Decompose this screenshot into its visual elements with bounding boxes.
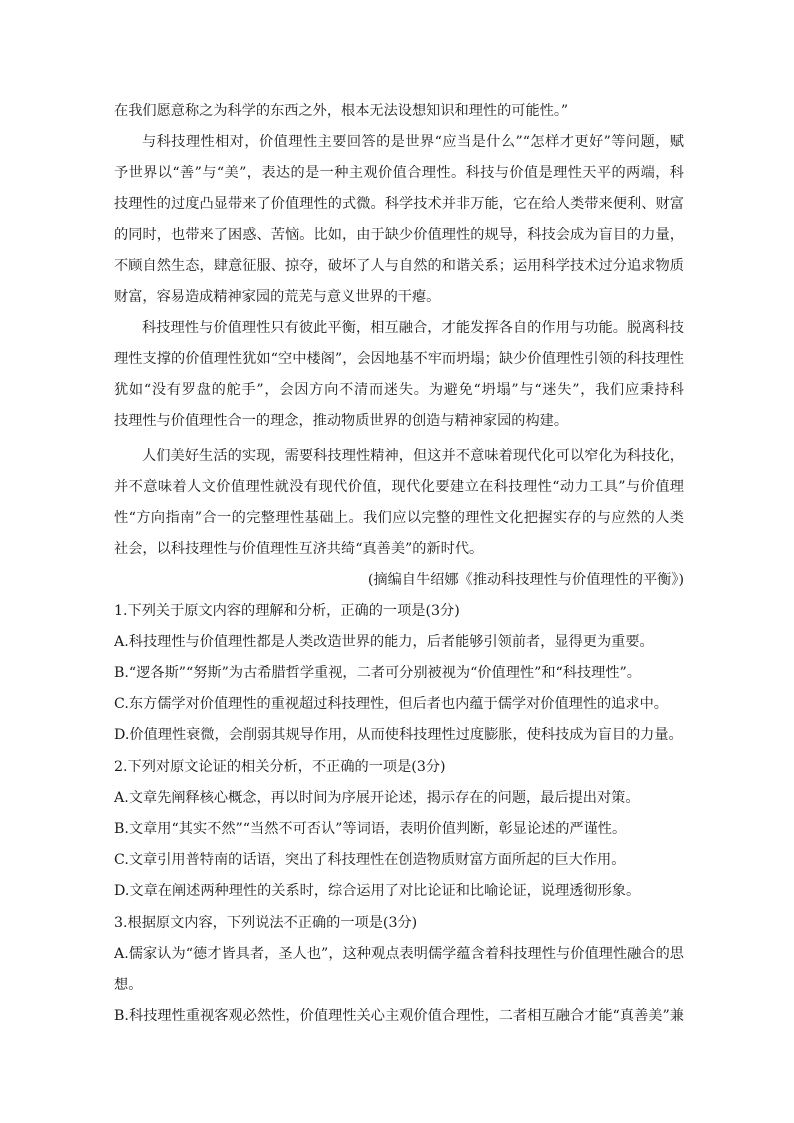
question-2-stem: 2.下列对原文论证的相关分析，不正确的一项是(3分) <box>114 759 446 775</box>
passage-line: 性“方向指南”合一的完整理性基础上。我们应以完整的理性文化把握实存的与应然的人类 <box>114 510 684 526</box>
passage-line: 人们美好生活的实现，需要科技理性精神，但这并不意味着现代化可以窄化为科技化， <box>142 448 684 464</box>
passage-line: 不顾自然生态，肆意征服、掠夺，破坏了人与自然的和谐关系；运用科学技术过分追求物质 <box>114 258 684 274</box>
question-2-option-b: B.文章用“其实不然”“当然不可否认”等词语，表明价值判断，彰显论述的严谨性。 <box>114 821 627 837</box>
question-1-option-d: D.价值理性衰微，会削弱其规导作用，从而使科技理性过度膨胀，使科技成为盲目的力量。 <box>114 727 683 743</box>
passage-line: 与科技理性相对，价值理性主要回答的是世界“应当是什么”“怎样才更好”等问题，赋 <box>142 134 684 150</box>
question-3-option-a-continued: 想。 <box>114 977 143 993</box>
question-1-option-b: B.“逻各斯”“努斯”为古希腊哲学重视，二者可分别被视为“价值理性”和“科技理性”。 <box>114 665 641 681</box>
question-2-option-a: A.文章先阐释核心概念，再以时间为序展开论述，揭示存在的问题，最后提出对策。 <box>114 790 640 806</box>
question-3-option-b: B.科技理性重视客观必然性，价值理性关心主观价值合理性，二者相互融合才能“真善美”兼 <box>114 1008 684 1024</box>
passage-line: 并不意味着人文价值理性就没有现代价值，现代化要建立在科技理性“动力工具”与价值理 <box>114 479 684 495</box>
question-2-option-d: D.文章在阐述两种理性的关系时，综合运用了对比论证和比喻论证，说理透彻形象。 <box>114 883 641 899</box>
passage-line: 社会，以科技理性与价值理性互济共绮“真善美”的新时代。 <box>114 541 484 557</box>
passage-line: 犹如“没有罗盘的舵手”，会因方向不清而迷失。为避免“坍塌”与“迷失”，我们应秉持科 <box>114 382 684 398</box>
passage-line: 财富，容易造成精神家园的荒芜与意义世界的干瘪。 <box>114 289 441 305</box>
source-citation: (摘编自牛绍娜《推动科技理性与价值理性的平衡》) <box>367 572 684 588</box>
question-1-option-a: A.科技理性与价值理性都是人类改造世界的能力，后者能够引领前者，显得更为重要。 <box>114 634 654 650</box>
passage-line: 科技理性与价值理性只有彼此平衡，相互融合，才能发挥各自的作用与功能。脱离科技 <box>142 320 684 336</box>
question-3-option-a: A.儒家认为“德才皆具者，圣人也”，这种观点表明儒学蕴含着科技理性与价值理性融合的思 <box>114 946 684 962</box>
passage-line: 技理性的过度凸显带来了价值理性的式微。科学技术并非万能，它在给人类带来便利、财富 <box>114 196 684 212</box>
passage-line: 的同时，也带来了困惑、苦恼。比如，由于缺少价值理性的规导，科技会成为盲目的力量， <box>114 227 684 243</box>
question-2-option-c: C.文章引用普特南的话语，突出了科技理性在创造物质财富方面所起的巨大作用。 <box>114 852 626 868</box>
passage-line: 理性支撑的价值理性犹如“空中楼阁”，会因地基不牢而坍塌；缺少价值理性引领的科技理性 <box>114 351 684 367</box>
passage-line: 予世界以“善”与“美”，表达的是一种主观价值合理性。科技与价值是理性天平的两端，科 <box>114 165 684 181</box>
question-1-option-c: C.东方儒学对价值理性的重视超过科技理性，但后者也内蕴于儒学对价值理性的追求中。 <box>114 696 668 712</box>
passage-line: 在我们愿意称之为科学的东西之外，根本无法设想知识和理性的可能性。” <box>114 103 569 119</box>
question-3-stem: 3.根据原文内容，下列说法不正确的一项是(3分) <box>114 915 418 931</box>
passage-line: 技理性与价值理性合一的理念，推动物质世界的创造与精神家园的构建。 <box>114 413 569 429</box>
question-1-stem: 1.下列关于原文内容的理解和分析，正确的一项是(3分) <box>114 603 460 619</box>
